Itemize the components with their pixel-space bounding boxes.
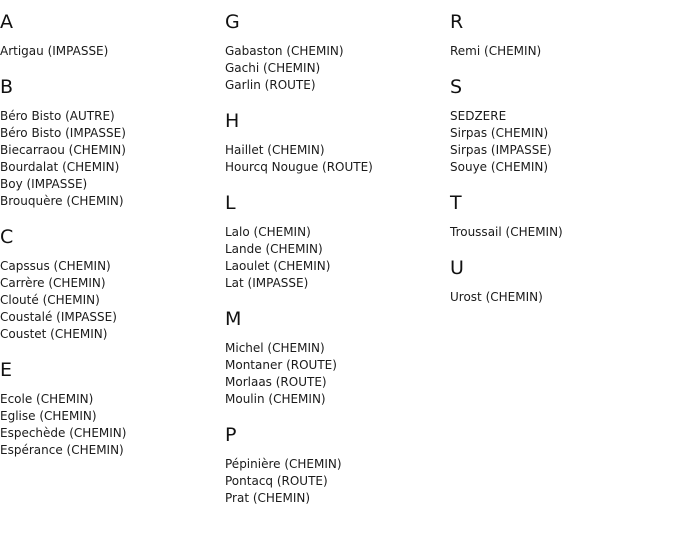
letter-heading: A [0, 11, 13, 33]
letter-group-s [450, 76, 670, 176]
street-list [225, 456, 445, 507]
street-link[interactable]: Bourdalat (CHEMIN) [0, 160, 120, 174]
street-link[interactable]: SEDZERE [450, 109, 507, 123]
street-link[interactable]: Boy (IMPASSE) [0, 177, 88, 191]
letter-heading: G [225, 11, 240, 33]
letter-heading: S [450, 76, 463, 98]
street-list [225, 224, 445, 292]
index-column-3 [450, 0, 670, 322]
street-link[interactable]: Espechède (CHEMIN) [0, 426, 127, 440]
letter-group-h [225, 110, 445, 176]
letter-group-b [0, 76, 220, 210]
letter-group-g [225, 11, 445, 94]
street-link[interactable]: Capssus (CHEMIN) [0, 259, 111, 273]
street-link[interactable]: Urost (CHEMIN) [450, 290, 543, 304]
street-list [450, 224, 670, 241]
street-link[interactable]: Pontacq (ROUTE) [225, 474, 328, 488]
street-link[interactable]: Lande (CHEMIN) [225, 242, 323, 256]
street-link[interactable]: Laoulet (CHEMIN) [225, 259, 331, 273]
letter-heading: T [450, 192, 462, 214]
street-link[interactable]: Coustet (CHEMIN) [0, 327, 108, 341]
street-link[interactable]: Eglise (CHEMIN) [0, 409, 97, 423]
letter-group-u [450, 257, 670, 306]
letter-heading: R [450, 11, 464, 33]
street-list [0, 43, 220, 60]
letter-group-e [0, 359, 220, 459]
street-link[interactable]: Pépinière (CHEMIN) [225, 457, 342, 471]
letter-group-l [225, 192, 445, 292]
letter-heading: M [225, 308, 242, 330]
letter-heading: P [225, 424, 237, 446]
street-link[interactable]: Gabaston (CHEMIN) [225, 44, 344, 58]
street-list [0, 258, 220, 343]
street-link[interactable]: Espérance (CHEMIN) [0, 443, 124, 457]
street-link[interactable]: Montaner (ROUTE) [225, 358, 337, 372]
letter-group-a [0, 11, 220, 60]
letter-heading: B [0, 76, 14, 98]
street-link[interactable]: Morlaas (ROUTE) [225, 375, 327, 389]
street-link[interactable]: Hourcq Nougue (ROUTE) [225, 160, 373, 174]
street-list [0, 108, 220, 210]
letter-group-m [225, 308, 445, 408]
letter-group-r [450, 11, 670, 60]
street-link[interactable]: Ecole (CHEMIN) [0, 392, 94, 406]
letter-group-p [225, 424, 445, 507]
letter-group-t [450, 192, 670, 241]
street-link[interactable]: Garlin (ROUTE) [225, 78, 316, 92]
street-list [0, 391, 220, 459]
street-link[interactable]: Biecarraou (CHEMIN) [0, 143, 126, 157]
street-link[interactable]: Béro Bisto (AUTRE) [0, 109, 115, 123]
street-link[interactable]: Brouquère (CHEMIN) [0, 194, 124, 208]
street-link[interactable]: Sirpas (IMPASSE) [450, 143, 552, 157]
letter-heading: H [225, 110, 240, 132]
street-link[interactable]: Haillet (CHEMIN) [225, 143, 325, 157]
street-link[interactable]: Remi (CHEMIN) [450, 44, 542, 58]
street-list [450, 108, 670, 176]
street-link[interactable]: Moulin (CHEMIN) [225, 392, 326, 406]
street-list [450, 43, 670, 60]
index-column-1 [0, 0, 220, 475]
street-link[interactable]: Troussail (CHEMIN) [450, 225, 563, 239]
letter-heading: L [225, 192, 236, 214]
letter-heading: C [0, 226, 14, 248]
street-link[interactable]: Artigau (IMPASSE) [0, 44, 109, 58]
street-list [225, 43, 445, 94]
street-link[interactable]: Béro Bisto (IMPASSE) [0, 126, 126, 140]
letter-group-c [0, 226, 220, 343]
street-link[interactable]: Carrère (CHEMIN) [0, 276, 106, 290]
street-list [450, 289, 670, 306]
street-link[interactable]: Coustalé (IMPASSE) [0, 310, 117, 324]
street-link[interactable]: Lalo (CHEMIN) [225, 225, 311, 239]
street-link[interactable]: Michel (CHEMIN) [225, 341, 325, 355]
letter-heading: E [0, 359, 13, 381]
street-link[interactable]: Gachi (CHEMIN) [225, 61, 321, 75]
street-link[interactable]: Lat (IMPASSE) [225, 276, 309, 290]
street-link[interactable]: Sirpas (CHEMIN) [450, 126, 549, 140]
street-link[interactable]: Clouté (CHEMIN) [0, 293, 100, 307]
index-column-2 [225, 0, 445, 523]
street-list [225, 340, 445, 408]
letter-heading: U [450, 257, 464, 279]
street-list [225, 142, 445, 176]
street-link[interactable]: Souye (CHEMIN) [450, 160, 549, 174]
street-link[interactable]: Prat (CHEMIN) [225, 491, 311, 505]
